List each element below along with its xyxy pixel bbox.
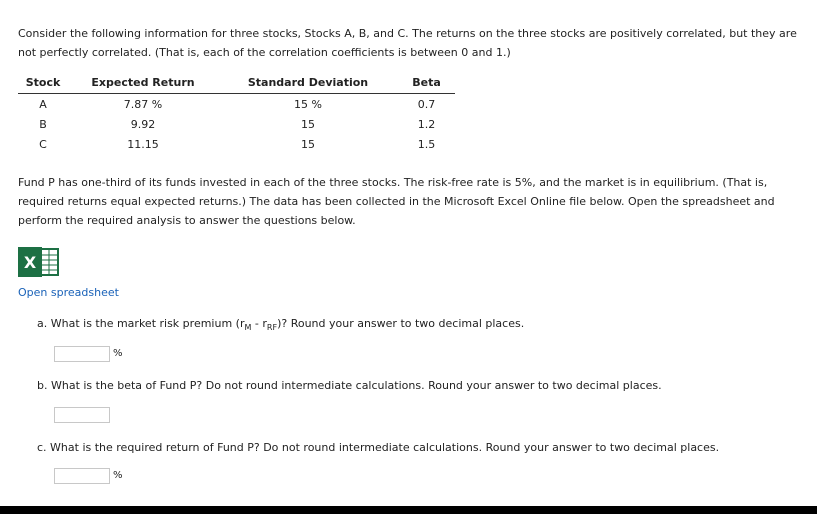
subscript-rf: RF bbox=[266, 323, 278, 333]
bottom-bar bbox=[0, 506, 817, 514]
fund-line-3: perform the required analysis to answer the questions below. bbox=[18, 214, 356, 227]
excel-icon-letter: X bbox=[23, 253, 37, 272]
intro-line-1: Consider the following information for three stocks, Stocks A, B, and C. The returns on the three stocks are positively correlated, but they are bbox=[18, 27, 797, 40]
answer-c-unit: % bbox=[113, 470, 123, 481]
question-c: c. What is the required return of Fund P? Do not round intermediate calculations. Round your answer to two decimal places. bbox=[37, 441, 720, 454]
header-standard-deviation: Standard Deviation bbox=[218, 73, 398, 94]
table-row bbox=[18, 134, 455, 154]
cell-beta: 0.7 bbox=[417, 97, 436, 111]
answer-a-unit: % bbox=[113, 348, 123, 359]
question-a-prefix: a. What is the market risk premium (r bbox=[37, 317, 245, 330]
header-stock: Stock bbox=[18, 73, 68, 94]
cell-stock: C bbox=[39, 137, 47, 151]
question-a-suffix: )? Round your answer to two decimal places. bbox=[277, 317, 525, 330]
cell-expected-return: 7.87 % bbox=[123, 97, 163, 111]
cell-stock: B bbox=[39, 117, 47, 131]
answer-b-input[interactable] bbox=[54, 407, 110, 423]
header-expected-return: Expected Return bbox=[68, 73, 218, 94]
question-b: b. What is the beta of Fund P? Do not round intermediate calculations. Round your answer to two decimal places. bbox=[37, 379, 662, 392]
header-beta: Beta bbox=[398, 73, 455, 94]
fund-paragraph bbox=[18, 173, 808, 230]
table-row bbox=[18, 114, 455, 134]
cell-beta: 1.5 bbox=[417, 137, 436, 151]
subscript-m: M bbox=[244, 323, 252, 333]
cell-expected-return: 9.92 bbox=[130, 117, 156, 131]
question-a-mid: - r bbox=[251, 317, 267, 330]
stocks-table bbox=[18, 73, 455, 154]
table-row bbox=[18, 94, 455, 115]
answer-a-input[interactable] bbox=[54, 346, 110, 362]
cell-beta: 1.2 bbox=[417, 117, 436, 131]
excel-icon[interactable] bbox=[18, 247, 60, 277]
question-a bbox=[37, 317, 524, 332]
cell-standard-deviation: 15 bbox=[301, 117, 315, 131]
table-header-row bbox=[18, 73, 455, 94]
fund-line-1: Fund P has one-third of its funds invested in each of the three stocks. The risk-free rate is 5%, and the market is in equilibrium. (That is, bbox=[18, 176, 768, 189]
intro-paragraph bbox=[18, 24, 808, 62]
open-spreadsheet-link[interactable]: Open spreadsheet bbox=[18, 286, 119, 299]
intro-line-2: not perfectly correlated. (That is, each of the correlation coefficients is between 0 and 1.) bbox=[18, 46, 511, 59]
cell-standard-deviation: 15 % bbox=[294, 97, 322, 111]
answer-c-input[interactable] bbox=[54, 468, 110, 484]
cell-standard-deviation: 15 bbox=[301, 137, 315, 151]
fund-line-2: required returns equal expected returns.) The data has been collected in the Microsoft Excel Online file below. Open the spreadsheet and bbox=[18, 195, 775, 208]
cell-expected-return: 11.15 bbox=[127, 137, 159, 151]
cell-stock: A bbox=[39, 97, 47, 111]
